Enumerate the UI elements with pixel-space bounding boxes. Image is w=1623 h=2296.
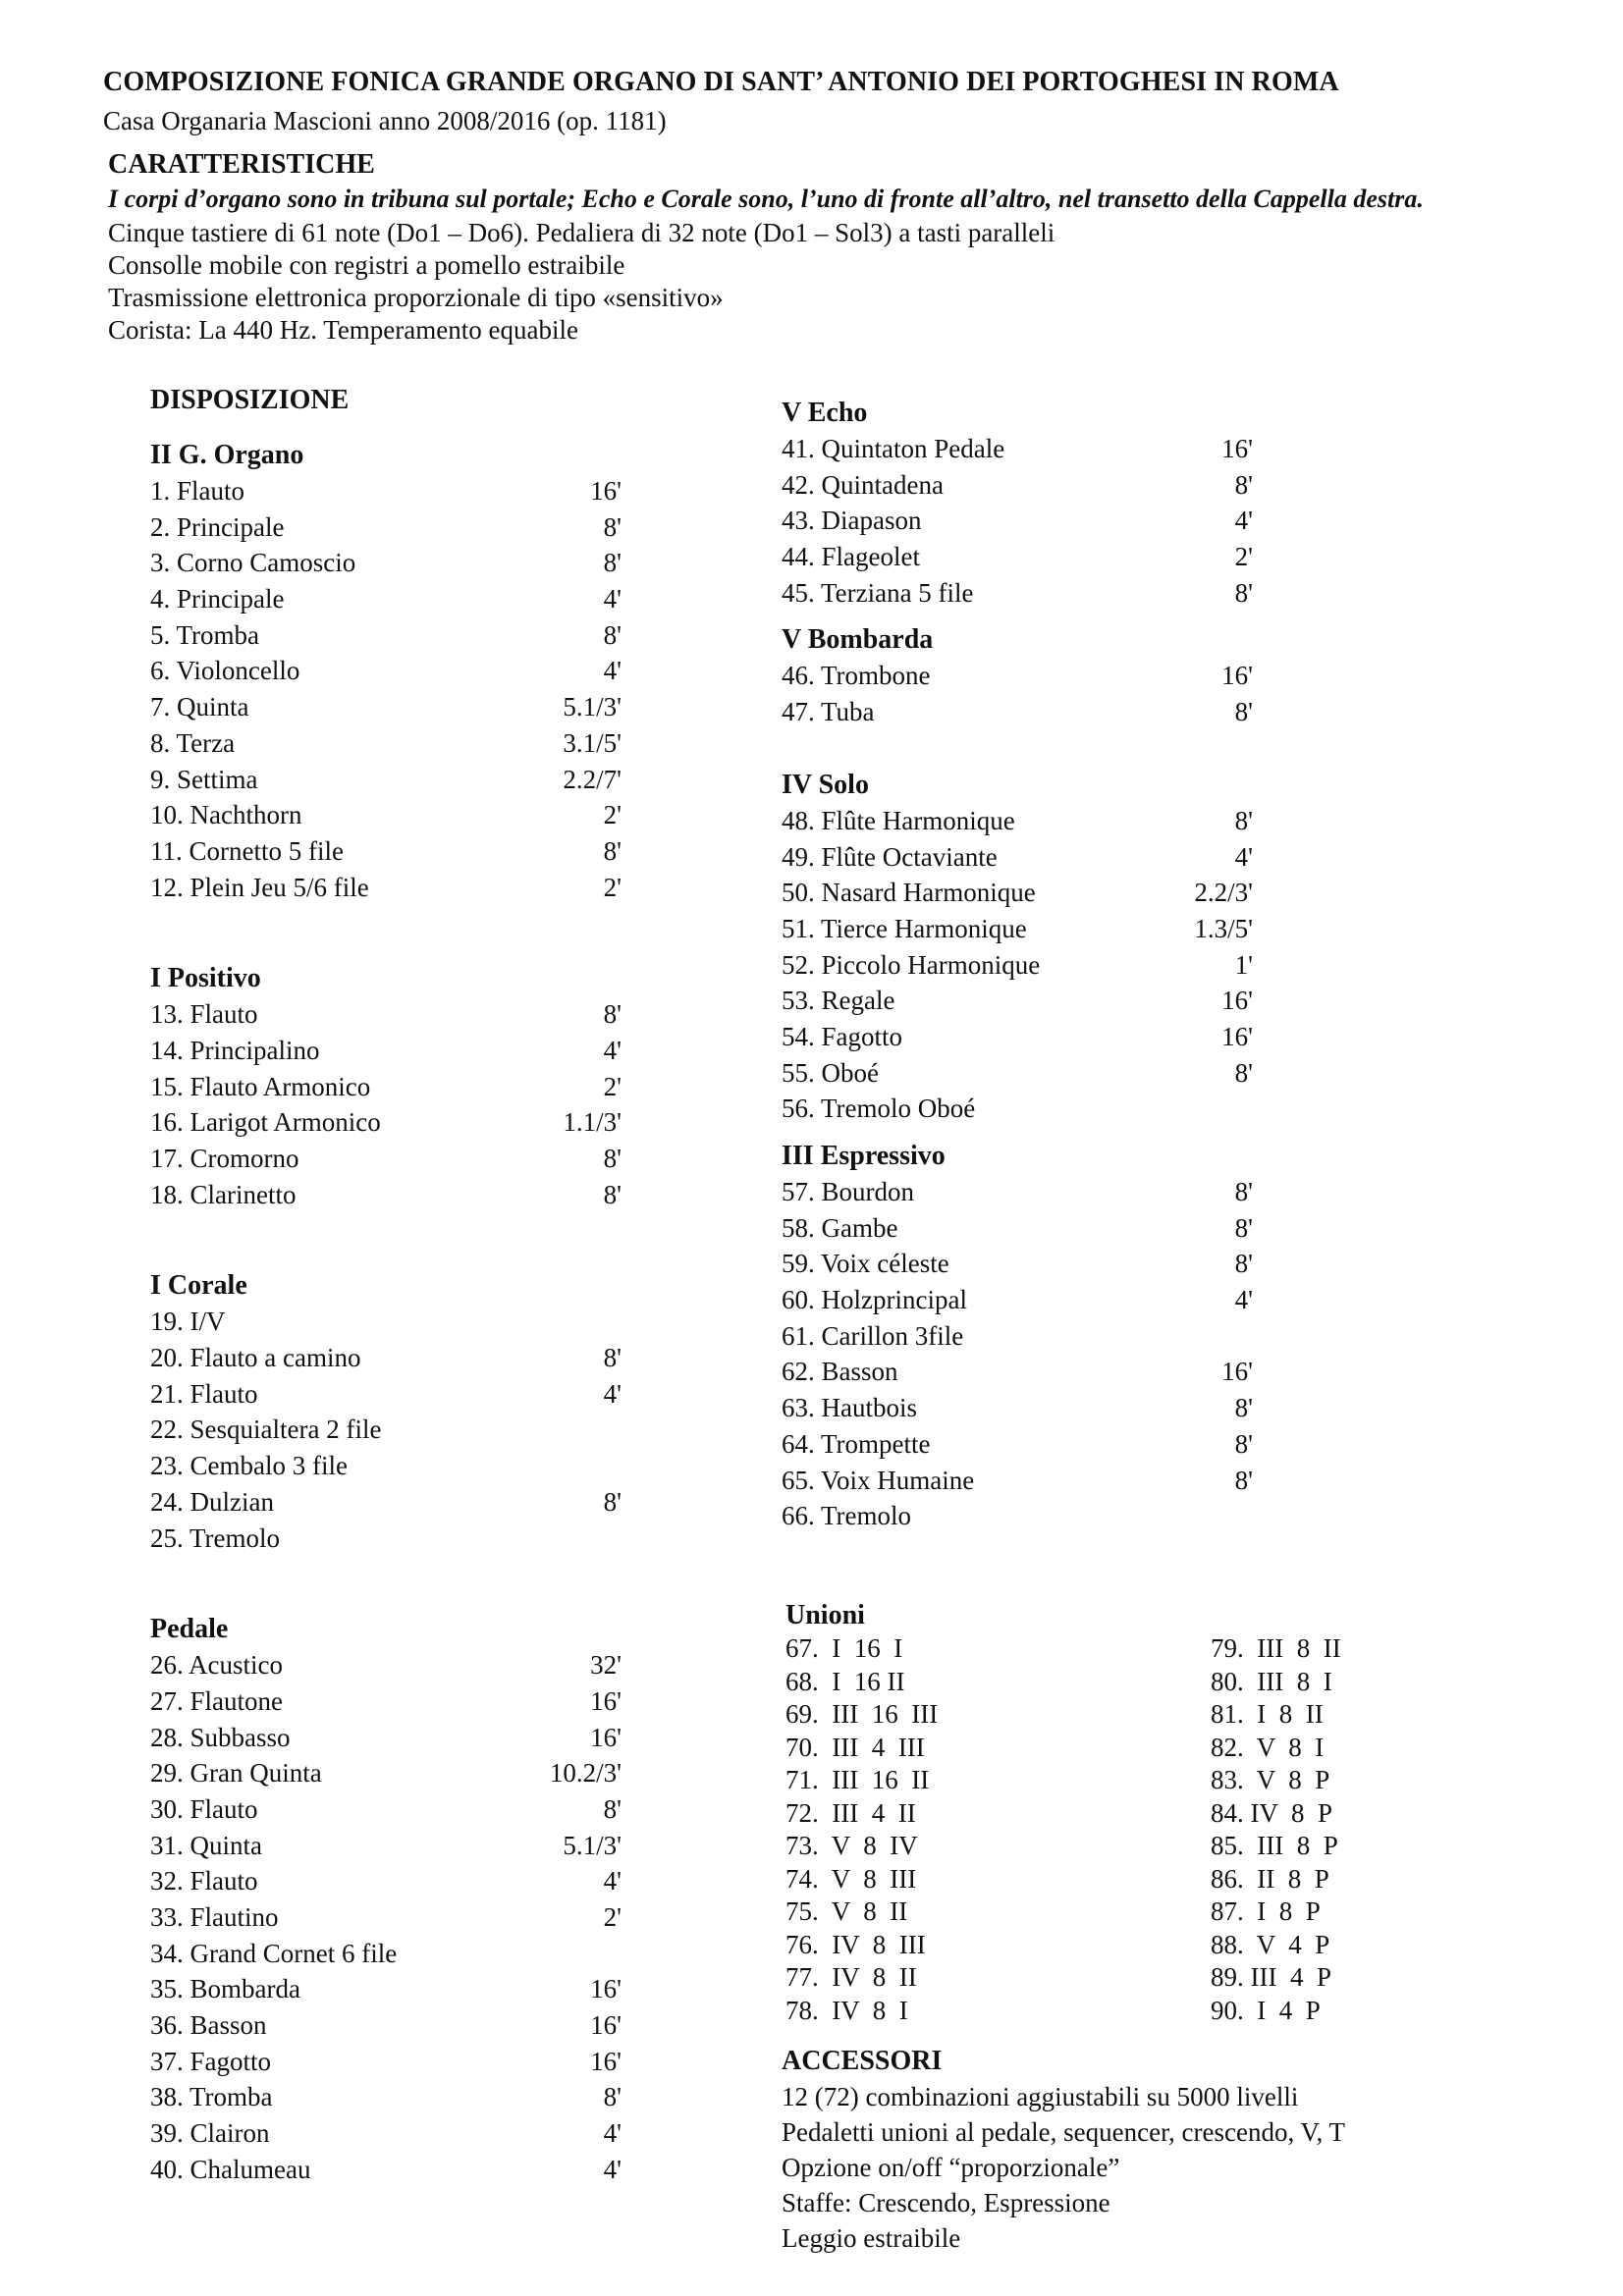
stop-row (782, 539, 1253, 575)
stop-name: 48. Flûte Harmonique (782, 805, 1015, 835)
stop-feet: 8' (603, 999, 622, 1030)
stop-feet: 8' (1234, 1212, 1253, 1243)
stop-feet: 16' (1221, 434, 1253, 463)
stop-row (150, 996, 622, 1033)
stop-name: 11. Cornetto 5 file (150, 835, 344, 866)
stop-feet: 8' (603, 1486, 622, 1517)
unione-item: 71. III 16 II (785, 1765, 930, 1794)
unione-item: 75. V 8 II (785, 1896, 908, 1926)
stop-row (782, 431, 1253, 467)
stop-row (150, 1033, 622, 1069)
stop-name: 26. Acustico (150, 1650, 283, 1681)
stop-name: 42. Quintadena (782, 469, 944, 500)
stop-name: 21. Flauto (150, 1378, 258, 1409)
accessori-heading: ACCESSORI (782, 2046, 943, 2076)
stop-name: 2. Principale (150, 511, 285, 542)
stop-name: 44. Flageolet (782, 542, 920, 572)
stop-feet: 4' (1234, 1285, 1253, 1315)
stop-row (782, 1019, 1253, 1055)
stop-name: 28. Subbasso (150, 1722, 291, 1752)
stop-row (150, 1376, 622, 1413)
unione-item: 89. III 4 P (1211, 1962, 1331, 1992)
stop-feet: 10.2/3' (549, 1758, 622, 1789)
stop-feet: 8' (603, 1343, 622, 1373)
stop-row (782, 1210, 1253, 1247)
stop-name: 20. Flauto a camino (150, 1343, 361, 1373)
stop-feet: 2' (1234, 542, 1253, 572)
accessorio-item: 12 (72) combinazioni aggiustabili su 5000 livelli (782, 2082, 1299, 2111)
stop-row (150, 1521, 622, 1557)
stop-name: 65. Voix Humaine (782, 1465, 975, 1495)
stop-name: 1. Flauto (150, 476, 245, 506)
page-subtitle: Casa Organaria Mascioni anno 2008/2016 (op. 1181) (103, 106, 667, 135)
stop-feet: 4' (603, 2118, 622, 2149)
accessorio-item: Leggio estraibile (782, 2223, 961, 2253)
stop-row (782, 911, 1253, 947)
stop-name: 62. Basson (782, 1357, 898, 1387)
stop-row (782, 947, 1253, 984)
stop-name: 36. Basson (150, 2010, 267, 2041)
stop-row (150, 581, 622, 617)
stop-name: 49. Flûte Octaviante (782, 841, 998, 872)
stop-row (782, 983, 1253, 1019)
stop-name: 25. Tremolo (150, 1522, 281, 1553)
stop-row (150, 1971, 622, 2007)
stop-section (150, 1268, 622, 1556)
stop-feet: 16' (1221, 661, 1253, 691)
unione-item: 82. V 8 I (1211, 1732, 1325, 1762)
section-title: IV Solo (782, 769, 869, 800)
stops-left-column (150, 438, 622, 2188)
stop-row (150, 1141, 622, 1177)
stop-feet: 16' (590, 1974, 622, 2004)
stop-feet: 16' (590, 476, 622, 506)
stop-name: 60. Holzprincipal (782, 1285, 967, 1315)
page-title: COMPOSIZIONE FONICA GRANDE ORGANO DI SANT’ ANTONIO DEI PORTOGHESI IN ROMA (103, 67, 1339, 97)
stop-feet: 4' (603, 2154, 622, 2184)
stop-row (150, 1448, 622, 1484)
stop-feet: 4' (603, 584, 622, 614)
stop-row (150, 617, 622, 654)
stop-row (782, 1055, 1253, 1092)
stop-row (150, 2152, 622, 2188)
stop-name: 63. Hautbois (782, 1393, 917, 1423)
stop-row (782, 1354, 1253, 1390)
section-title: V Bombarda (782, 624, 934, 656)
stop-row (782, 467, 1253, 504)
stop-feet: 16' (1221, 1021, 1253, 1051)
stop-name: 35. Bombarda (150, 1974, 300, 2004)
unione-item: 69. III 16 III (785, 1699, 939, 1729)
stop-name: 16. Larigot Armonico (150, 1107, 381, 1138)
stop-row (782, 1174, 1253, 1210)
stop-row (150, 1484, 622, 1521)
stop-row (150, 762, 622, 798)
stop-feet: 4' (1234, 506, 1253, 536)
stop-name: 38. Tromba (150, 2082, 273, 2112)
unione-item: 74. V 8 III (785, 1863, 917, 1894)
section-title: II G. Organo (150, 440, 304, 470)
stop-name: 24. Dulzian (150, 1486, 274, 1517)
stop-name: 34. Grand Cornet 6 file (150, 1938, 398, 1968)
stop-name: 22. Sesquialtera 2 file (150, 1415, 382, 1445)
stop-feet: 2' (603, 872, 622, 902)
stop-row (782, 1246, 1253, 1282)
unione-item: 76. IV 8 III (785, 1929, 926, 1959)
stop-feet: 8' (1234, 1465, 1253, 1495)
stop-row (150, 870, 622, 906)
stop-row (150, 653, 622, 689)
stop-name: 29. Gran Quinta (150, 1758, 322, 1789)
stop-name: 18. Clarinetto (150, 1179, 297, 1209)
stop-row (782, 658, 1253, 694)
unione-item: 77. IV 8 II (785, 1962, 917, 1992)
stop-name: 13. Flauto (150, 999, 258, 1030)
stop-name: 53. Regale (782, 986, 895, 1016)
stop-feet: 3.1/5' (563, 727, 622, 758)
stop-feet: 8' (1234, 805, 1253, 835)
stop-name: 14. Principalino (150, 1035, 320, 1065)
stop-name: 54. Fagotto (782, 1021, 903, 1051)
stop-row (150, 1828, 622, 1864)
unioni-heading: Unioni (785, 1600, 865, 1630)
stop-feet: 8' (603, 1793, 622, 1824)
unioni-column-2 (1211, 1632, 1505, 2027)
stop-row (782, 694, 1253, 730)
stop-name: 4. Principale (150, 584, 285, 614)
stop-feet: 2' (603, 800, 622, 830)
stop-feet: 2.2/7' (563, 764, 622, 794)
caratteristiche-line: Consolle mobile con registri a pomello estraibile (108, 250, 625, 280)
stop-name: 7. Quinta (150, 692, 249, 722)
stop-feet: 8' (603, 548, 622, 578)
stop-row (150, 545, 622, 581)
unione-item: 84. IV 8 P (1211, 1797, 1333, 1828)
stop-name: 51. Tierce Harmonique (782, 913, 1027, 943)
stop-name: 3. Corno Camoscio (150, 548, 356, 578)
stop-section (150, 961, 622, 1212)
stop-row (782, 803, 1253, 839)
stop-feet: 16' (1221, 1357, 1253, 1387)
stop-name: 50. Nasard Harmonique (782, 878, 1036, 908)
stop-feet: 4' (603, 1035, 622, 1065)
stop-row (150, 1936, 622, 1972)
stop-feet: 8' (1234, 697, 1253, 727)
caratteristiche-line: Trasmissione elettronica proporzionale di tipo «sensitivo» (108, 283, 724, 312)
stop-row (150, 2115, 622, 2152)
unione-item: 78. IV 8 I (785, 1995, 908, 2025)
stop-feet: 8' (1234, 1057, 1253, 1088)
stop-feet: 8' (603, 2082, 622, 2112)
section-title: Pedale (150, 1614, 229, 1645)
accessori-list (782, 2079, 1587, 2256)
accessorio-item: Pedaletti unioni al pedale, sequencer, crescendo, V, T (782, 2117, 1345, 2147)
stop-row (150, 797, 622, 833)
stop-name: 59. Voix céleste (782, 1249, 949, 1279)
stop-feet: 32' (590, 1650, 622, 1681)
unione-item: 79. III 8 II (1211, 1633, 1341, 1663)
stop-feet: 8' (1234, 1428, 1253, 1459)
stop-row (782, 1426, 1253, 1463)
stop-row (150, 2007, 622, 2044)
stop-name: 57. Bourdon (782, 1177, 914, 1206)
stop-name: 66. Tremolo (782, 1501, 912, 1531)
stop-row (150, 509, 622, 546)
stop-feet: 16' (590, 1685, 622, 1716)
stop-row (782, 575, 1253, 612)
stop-name: 37. Fagotto (150, 2046, 272, 2076)
caratteristiche-heading: CARATTERISTICHE (108, 149, 375, 180)
stop-name: 52. Piccolo Harmonique (782, 949, 1041, 980)
stop-feet: 5.1/3' (563, 1830, 622, 1860)
stop-row (150, 1069, 622, 1105)
stop-row (782, 1091, 1253, 1127)
stop-row (782, 503, 1253, 539)
stop-feet: 16' (590, 1722, 622, 1752)
unione-item: 83. V 8 P (1211, 1765, 1330, 1794)
stop-name: 61. Carillon 3file (782, 1320, 964, 1351)
stop-row (150, 689, 622, 725)
stop-name: 56. Tremolo Oboé (782, 1094, 976, 1124)
stop-name: 33. Flautino (150, 1902, 279, 1932)
stop-section (782, 1139, 1253, 1534)
caratteristiche-line: Corista: La 440 Hz. Temperamento equabile (108, 315, 578, 345)
stop-name: 5. Tromba (150, 619, 260, 650)
stop-name: 32. Flauto (150, 1866, 258, 1896)
stop-name: 9. Settima (150, 764, 258, 794)
stop-feet: 8' (1234, 577, 1253, 608)
disposizione-heading: DISPOSIZIONE (150, 385, 350, 415)
stop-row (150, 2079, 622, 2115)
stop-feet: 8' (603, 511, 622, 542)
stop-name: 31. Quinta (150, 1830, 262, 1860)
stop-row (782, 1463, 1253, 1499)
stop-row (150, 1755, 622, 1791)
stop-name: 46. Trombone (782, 661, 931, 691)
stop-name: 45. Terziana 5 file (782, 577, 974, 608)
stop-feet: 16' (1221, 986, 1253, 1016)
stop-row (150, 725, 622, 762)
stop-section (150, 438, 622, 905)
stop-feet: 4' (603, 1378, 622, 1409)
stop-section (782, 622, 1253, 729)
stop-feet: 2' (603, 1071, 622, 1101)
stop-row (150, 1177, 622, 1213)
stop-feet: 4' (603, 656, 622, 686)
accessorio-item: Staffe: Crescendo, Espressione (782, 2188, 1110, 2217)
unione-item: 88. V 4 P (1211, 1929, 1330, 1959)
stop-row (150, 833, 622, 870)
unione-item: 73. V 8 IV (785, 1831, 918, 1860)
unione-item: 85. III 8 P (1211, 1831, 1338, 1860)
stop-name: 41. Quintaton Pedale (782, 434, 1005, 463)
stop-feet: 1' (1234, 949, 1253, 980)
stop-section (782, 396, 1253, 611)
stop-name: 27. Flautone (150, 1685, 283, 1716)
stop-row (782, 875, 1253, 911)
unioni-column-1 (785, 1632, 1159, 2027)
stop-name: 17. Cromorno (150, 1144, 299, 1173)
unione-item: 72. III 4 II (785, 1797, 916, 1828)
stop-feet: 4' (603, 1866, 622, 1896)
unione-item: 68. I 16 II (785, 1666, 905, 1696)
stop-feet: 1.1/3' (563, 1107, 622, 1138)
section-title: V Echo (782, 398, 868, 428)
unione-item: 70. III 4 III (785, 1732, 925, 1762)
stop-name: 30. Flauto (150, 1793, 258, 1824)
stop-row (150, 1720, 622, 1756)
stop-section (150, 1612, 622, 2187)
stop-row (150, 1304, 622, 1340)
section-title: I Corale (150, 1270, 247, 1302)
stop-feet: 2.2/3' (1194, 878, 1253, 908)
stop-section (782, 768, 1253, 1127)
unione-item: 90. I 4 P (1211, 1995, 1321, 2025)
stop-name: 64. Trompette (782, 1428, 931, 1459)
stop-feet: 1.3/5' (1194, 913, 1253, 943)
stop-row (150, 1412, 622, 1448)
stop-name: 15. Flauto Armonico (150, 1071, 371, 1101)
stop-row (150, 1863, 622, 1899)
stop-feet: 8' (603, 1144, 622, 1173)
stop-feet: 8' (1234, 469, 1253, 500)
stop-row (150, 473, 622, 509)
stop-name: 58. Gambe (782, 1212, 898, 1243)
stop-feet: 5.1/3' (563, 692, 622, 722)
stop-row (150, 1104, 622, 1141)
unione-item: 87. I 8 P (1211, 1896, 1321, 1926)
stop-feet: 8' (603, 835, 622, 866)
accessorio-item: Opzione on/off “proporzionale” (782, 2153, 1120, 2182)
caratteristiche-line: Cinque tastiere di 61 note (Do1 – Do6). Pedaliera di 32 note (Do1 – Sol3) a tasti paralleli (108, 218, 1055, 247)
stop-feet: 2' (603, 1902, 622, 1932)
stop-feet: 16' (590, 2046, 622, 2076)
stop-row (150, 1899, 622, 1936)
stop-name: 6. Violoncello (150, 656, 300, 686)
unione-item: 67. I 16 I (785, 1633, 903, 1663)
unione-item: 86. II 8 P (1211, 1863, 1329, 1894)
stop-row (782, 1318, 1253, 1355)
stop-feet: 8' (603, 1179, 622, 1209)
stop-row (150, 1683, 622, 1720)
stop-name: 39. Clairon (150, 2118, 270, 2149)
stop-name: 8. Terza (150, 727, 236, 758)
stop-name: 23. Cembalo 3 file (150, 1451, 348, 1481)
stop-row (150, 2044, 622, 2080)
stop-name: 40. Chalumeau (150, 2154, 311, 2184)
stop-feet: 4' (1234, 841, 1253, 872)
stop-name: 55. Oboé (782, 1057, 879, 1088)
stop-feet: 8' (1234, 1177, 1253, 1206)
stop-row (150, 1791, 622, 1828)
stop-row (782, 1282, 1253, 1318)
stop-name: 10. Nachthorn (150, 800, 302, 830)
stop-row (150, 1340, 622, 1376)
stop-feet: 8' (603, 619, 622, 650)
unione-item: 80. III 8 I (1211, 1666, 1332, 1696)
unione-item: 81. I 8 II (1211, 1699, 1324, 1729)
stop-name: 12. Plein Jeu 5/6 file (150, 872, 369, 902)
stop-row (782, 839, 1253, 876)
section-title: III Espressivo (782, 1141, 946, 1171)
stop-name: 43. Diapason (782, 506, 922, 536)
stop-name: 19. I/V (150, 1307, 226, 1337)
stop-feet: 8' (1234, 1393, 1253, 1423)
stop-feet: 8' (1234, 1249, 1253, 1279)
stop-row (782, 1498, 1253, 1534)
stop-name: 47. Tuba (782, 697, 875, 727)
stop-row (150, 1647, 622, 1683)
stops-right-column (782, 396, 1253, 1534)
stop-feet: 16' (590, 2010, 622, 2041)
caratteristiche-note: I corpi d’organo sono in tribuna sul portale; Echo e Corale sono, l’uno di fronte all’altro, nel transetto della Cappella destra. (108, 185, 1424, 213)
section-title: I Positivo (150, 963, 261, 994)
stop-row (782, 1390, 1253, 1426)
